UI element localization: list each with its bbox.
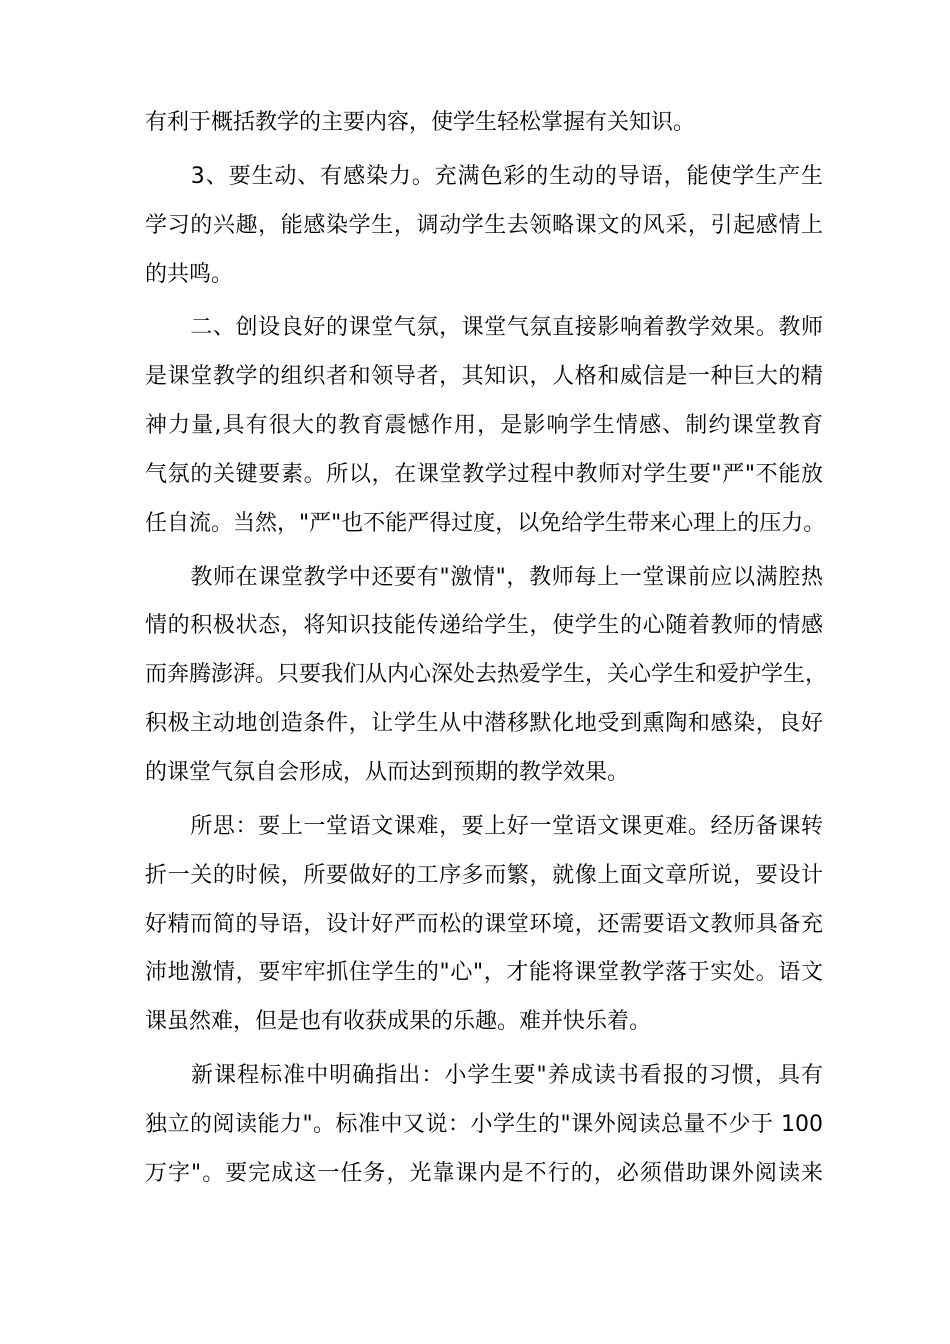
text-line: 新课程标准中明确指出：小学生要"养成读书看报的习惯，具有 bbox=[145, 1063, 823, 1089]
paragraph-6 bbox=[145, 1052, 823, 1199]
paragraph-5 bbox=[145, 803, 823, 1047]
text-line: 的课堂气氛自会形成，从而达到预期的教学效果。 bbox=[145, 759, 630, 785]
text-line: 折一关的时候，所要做好的工序多而繁，就像上面文章所说，要设计 bbox=[145, 862, 823, 888]
text-line: 而奔腾澎湃。只要我们从内心深处去热爱学生，关心学生和爱护学生， bbox=[145, 662, 828, 688]
text-line: 二、创设良好的课堂气氛，课堂气氛直接影响着教学效果。教师 bbox=[145, 315, 823, 341]
text-line: 独立的阅读能力"。标准中又说：小学生的"课外阅读总量不少于 100 bbox=[145, 1111, 823, 1137]
document-body bbox=[145, 99, 828, 1199]
text-line: 是课堂教学的组织者和领导者，其知识，人格和威信是一种巨大的精 bbox=[145, 364, 823, 390]
text-line: 所思：要上一堂语文课难，要上好一堂语文课更难。经历备课转 bbox=[145, 813, 823, 839]
text-line: 气氛的关键要素。所以，在课堂教学过程中教师对学生要"严"不能放 bbox=[145, 461, 823, 487]
text-line: 课虽然难，但是也有收获成果的乐趣。难并快乐着。 bbox=[145, 1009, 652, 1035]
paragraph-1 bbox=[145, 99, 823, 148]
paragraph-4 bbox=[145, 554, 828, 798]
text-line: 的共鸣。 bbox=[145, 261, 234, 287]
text-line: 万字"。要完成这一任务，光靠课内是不行的，必须借助课外阅读来 bbox=[145, 1160, 823, 1186]
text-line: 神力量,具有很大的教育震憾作用，是影响学生情感、制约课堂教育 bbox=[145, 413, 823, 439]
text-line: 情的积极状态，将知识技能传递给学生，使学生的心随着教师的情感 bbox=[145, 613, 823, 639]
paragraph-3 bbox=[145, 304, 826, 548]
text-line: 沛地激情，要牢牢抓住学生的"心"，才能将课堂教学落于实处。语文 bbox=[145, 960, 823, 986]
paragraph-2 bbox=[145, 153, 823, 300]
text-line: 有利于概括教学的主要内容，使学生轻松掌握有关知识。 bbox=[145, 110, 696, 135]
text-line: 3、要生动、有感染力。充满色彩的生动的导语，能使学生产生 bbox=[145, 163, 823, 189]
text-line: 教师在课堂教学中还要有"激情"，教师每上一堂课前应以满腔热 bbox=[145, 564, 823, 590]
text-line: 积极主动地创造条件，让学生从中潜移默化地受到熏陶和感染，良好 bbox=[145, 711, 823, 737]
text-line: 学习的兴趣，能感染学生，调动学生去领略课文的风采，引起感情上 bbox=[145, 212, 823, 238]
text-line: 任自流。当然，"严"也不能严得过度，以免给学生带来心理上的压力。 bbox=[145, 510, 826, 536]
text-line: 好精而简的导语，设计好严而松的课堂环境，还需要语文教师具备充 bbox=[145, 911, 823, 937]
